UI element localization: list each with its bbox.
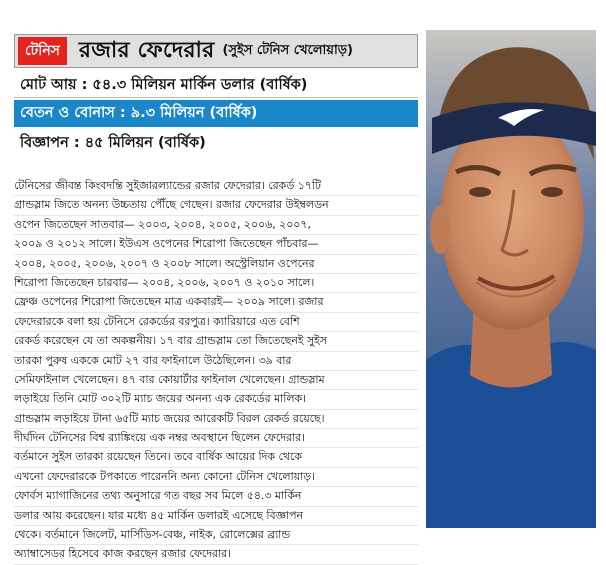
player-portrait-icon <box>426 30 596 528</box>
article-line: ডলার আয় করেছেন। যার মধ্যে ৪৫ মার্কিন ডলারই এসেছে বিজ্ঞাপন <box>14 507 418 526</box>
article-line: ২০০৯ ও ২০১২ সালে। ইউএস ওপেনের শিরোপা জিতেছেন পাঁচবার— <box>14 235 418 254</box>
portrait-illustration <box>426 30 596 528</box>
article-line: ফ্রেঞ্চ ওপেনের শিরোপা জিতেছেন মাত্র একবারই— ২০০৯ সালে। রজার <box>14 293 418 312</box>
player-name: রজার ফেদেরার <box>78 37 215 63</box>
salary-bonus-row: বেতন ও বোনাস : ৯.৩ মিলিয়ন (বার্ষিক) <box>14 100 418 127</box>
article-body <box>14 177 418 565</box>
article-line: গ্রান্ডস্লাম জিতে অনন্য উচ্চতায় পৌঁছে গেছেন। রজার ফেদেরার উইম্বলডন <box>14 196 418 215</box>
article-line: ফেদেরারকে বলা হয় টেনিসে রেকর্ডের বরপুত্র। ক্যারিয়ারে এত বেশি <box>14 313 418 332</box>
article-line: এখনো ফেদেরারকে টপকাতে পারেননি অন্য কোনো টেনিস খেলোয়াড়। <box>14 468 418 487</box>
category-tag: টেনিস <box>18 37 67 65</box>
player-subtitle: (সুইস টেনিস খেলোয়াড়) <box>222 42 353 58</box>
article-line: ওপেন জিতেছেন সাতবার— ২০০৩, ২০০৪, ২০০৫, ২০০৬, ২০০৭, <box>14 216 418 235</box>
article-line: লড়াইয়ে তিনি মোট ৩০২টি ম্যাচ জয়ের অনন্য এক রেকর্ডের মালিক। <box>14 390 418 409</box>
article-line: থেকে। বর্তমানে জিলেট, মার্সিডিস-বেঞ্চ, নাইক, রোলেক্সের ব্র্যান্ড <box>14 526 418 545</box>
article-line: ফোর্বস ম্যাগাজিনের তথ্য অনুসারে গত বছর সব মিলে ৫৪.৩ মার্কিন <box>14 487 418 506</box>
article-line: গ্রান্ডস্লাম লড়াইয়ে টানা ৬৫টি ম্যাচ জয়ের আরেকটি বিরল রেকর্ড রয়েছে। <box>14 410 418 429</box>
article-line: বর্তমানে সুইস তারকা রয়েছেন তিনে। তবে বার্ষিক আয়ের দিক থেকে <box>14 448 418 467</box>
article-line: টেনিসের জীবন্ত কিংবদন্তি সুইজারল্যান্ডের রজার ফেদেরার। রেকর্ড ১৭টি <box>14 177 418 196</box>
article-line: শিরোপা জিতেছেন চারবার— ২০০৪, ২০০৬, ২০০৭ ও ২০১০ সালে। <box>14 274 418 293</box>
article-line: রেকর্ড করেছেন যে তা অকল্পনীয়। ১৭ বার গ্রান্ডস্লাম তো জিতেছেনই সুইস <box>14 332 418 351</box>
article-line: ২০০৪, ২০০৫, ২০০৬, ২০০৭ ও ২০০৮ সালে। অস্ট্রেলিয়ান ওপেনের <box>14 255 418 274</box>
total-income-row: মোট আয় : ৫৪.৩ মিলিয়ন মার্কিন ডলার (বার্ষিক) <box>14 72 418 98</box>
title-bar <box>14 34 418 68</box>
advertisement-row: বিজ্ঞাপন : ৪৫ মিলিয়ন (বার্ষিক) <box>20 135 206 151</box>
article-line: সেমিফাইনাল খেলেছেন। ৪৭ বার কোয়ার্টার ফাইনাল খেলেছেন। গ্রান্ডস্লাম <box>14 371 418 390</box>
article-line: অ্যাম্বাসেডর হিসেবে কাজ করছেন রজার ফেদেরার। <box>14 545 418 564</box>
article-line: তারকা পুরুষ এককে মোট ২৭ বার ফাইনালে উঠেছিলেন। ৩৯ বার <box>14 352 418 371</box>
article-line: দীর্ঘদিন টেনিসের বিশ্ব র‍্যাঙ্কিংয়ে এক নম্বর অবস্থানে ছিলেন ফেদেরার। <box>14 429 418 448</box>
